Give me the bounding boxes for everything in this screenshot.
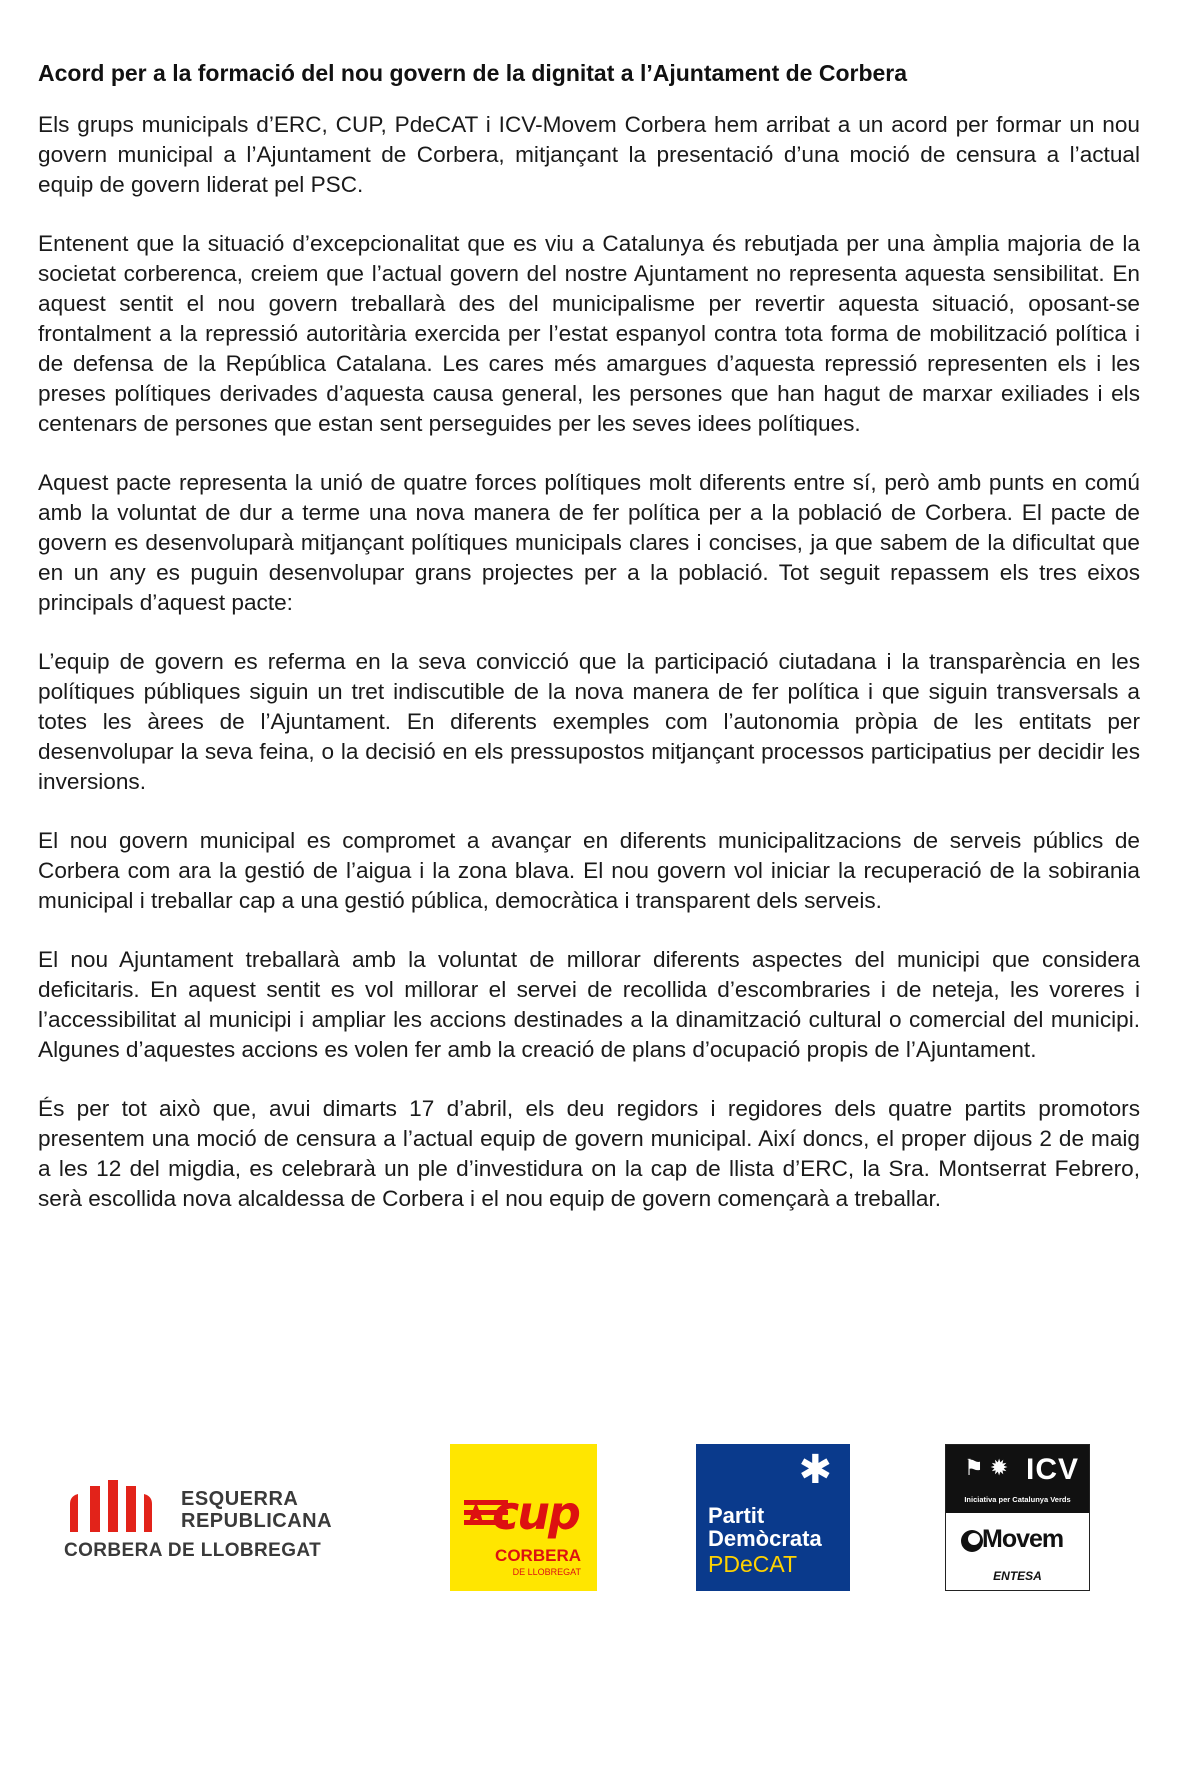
paragraph-6: El nou Ajuntament treballarà amb la voluntat de millorar diferents aspectes del municipi que considera deficitaris. En aquest sentit es vol millorar el servei de recollida d’escombraries i de neteja, les voreres i l’accessibilitat al municipi i ampliar les accions destinades a la dinamització cultural o comercial del municipi. Algunes d’aquestes accions es volen fer amb la creació de plans d’ocupació propis de l’Ajuntament. — [38, 947, 1140, 1062]
paragraph-1: Els grups municipals d’ERC, CUP, PdeCAT i ICV-Movem Corbera hem arribat a un acord per formar un nou govern municipal a l’Ajuntament de Corbera, mitjançant la presentació d’una moció de censura a l’actual equip de govern liderat pel PSC. — [38, 112, 1140, 197]
icv-header — [946, 1445, 1089, 1513]
paragraph-5: El nou govern municipal es compromet a avançar en diferents municipalitzacions de serveis públics de Corbera com ara la gestió de l’aigua i la zona blava. El nou govern vol iniciar la recuperació de la sobirania municipal i treballar cap a una gestió pública, democràtica i transparent dels serveis. — [38, 828, 1140, 913]
erc-line-1: ESQUERRA — [181, 1488, 299, 1510]
icv-movem-logo — [945, 1444, 1090, 1591]
movem-swirl-icon — [960, 1529, 984, 1553]
pdecat-logo — [696, 1444, 850, 1591]
paragraph-7: És per tot això que, avui dimarts 17 d’abril, els deu regidors i regidores dels quatre partits promotors presentem una moció de censura a l’actual equip de govern municipal. Així doncs, el proper dijous 2 de maig a les 12 del migdia, es celebrarà un ple d’investidura on la cap de llista d’ERC, la Sra. Montserrat Febrero, serà escollida nova alcaldessa de Corbera i el nou equip de govern començarà a treballar. — [38, 1096, 1140, 1211]
erc-logo — [64, 1480, 354, 1570]
erc-line-2: REPUBLICANA — [181, 1510, 333, 1532]
star-icon: ✱ — [798, 1448, 832, 1492]
pdecat-line-1: Partit — [708, 1503, 765, 1528]
cup-sub-1: CORBERA — [495, 1546, 581, 1565]
entesa-label: ENTESA — [993, 1569, 1042, 1583]
icv-wordmark: ICV — [1025, 1453, 1079, 1486]
cup-logo — [450, 1444, 597, 1591]
cup-sub-2: DE LLOBREGAT — [512, 1567, 581, 1577]
party-logos — [0, 1444, 1199, 1594]
erc-line-3: CORBERA DE LLOBREGAT — [64, 1540, 322, 1561]
document-title: Acord per a la formació del nou govern de la dignitat a l’Ajuntament de Corbera — [38, 60, 908, 86]
cup-wordmark: cup — [492, 1486, 579, 1540]
paragraph-2: Entenent que la situació d’excepcionalitat que es viu a Catalunya és rebutjada per una àmplia majoria de la societat corberenca, creiem que l’actual govern del nostre Ajuntament no representa aquesta sensibilitat. En aquest sentit el nou govern treballarà des del municipalisme per revertir aquesta situació, oposant-se frontalment a la repressió autoritària exercida per l’estat espanyol contra tota forma de mobilització política i de defensa de la República Catalana. Les cares més amargues d’aquesta repressió representen els i les preses polítiques derivades d’aquesta causa general, les persones que han hagut de marxar exiliades i els centenars de persones que estan sent perseguides per les seves idees polítiques. — [38, 231, 1140, 436]
document — [38, 58, 1140, 1243]
pdecat-line-2: Demòcrata — [708, 1526, 822, 1551]
erc-bars-icon — [64, 1480, 159, 1532]
pdecat-line-3: PDeCAT — [708, 1551, 798, 1577]
icv-symbols-icon: ⚑ ✹ — [964, 1455, 1009, 1480]
paragraph-4: L’equip de govern es referma en la seva convicció que la participació ciutadana i la transparència en les polítiques públiques siguin un tret indiscutible de la nova manera de fer política i que siguin transversals a totes les àrees de l’Ajuntament. En diferents exemples com l’autonomia pròpia de les entitats per desenvolupar la seva feina, o la decisió en els pressupostos mitjançant processos participatius per decidir les inversions. — [38, 649, 1140, 794]
icv-subtitle: Iniciativa per Catalunya Verds — [964, 1495, 1071, 1504]
paragraph-3: Aquest pacte representa la unió de quatre forces polítiques molt diferents entre sí, però amb punts en comú amb la voluntat de dur a terme una nova manera de fer política per a la població de Corbera. El pacte de govern es desenvoluparà mitjançant polítiques municipals clares i concises, ja que sabem de la dificultat que en un any es puguin desenvolupar grans projectes per a la població. Tot seguit repassem els tres eixos principals d’aquest pacte: — [38, 470, 1140, 615]
movem-wordmark: Movem — [982, 1525, 1064, 1553]
